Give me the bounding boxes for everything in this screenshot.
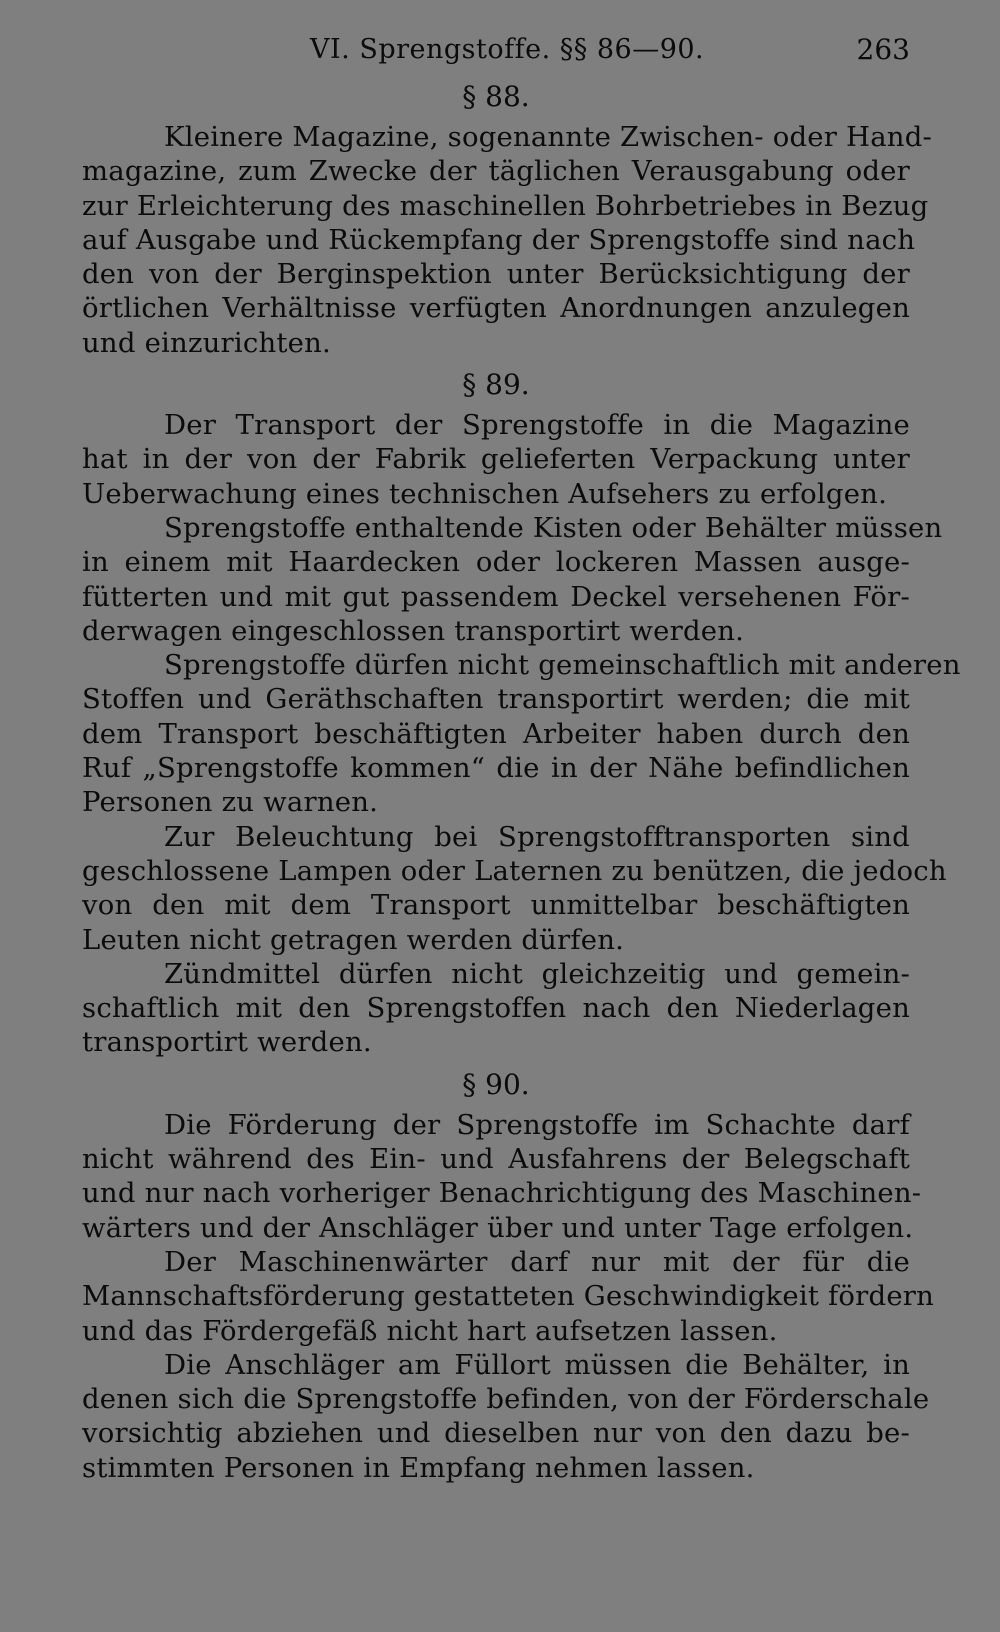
text-line: Ueberwachung eines technischen Aufsehers zu erfolgen. <box>82 477 888 510</box>
text-line: und einzurichten. <box>82 326 331 359</box>
text-line: wärters und der Anschläger über und unter Tage erfolgen. <box>82 1211 914 1244</box>
text-line: Leuten nicht getragen werden dürfen. <box>82 923 625 956</box>
paragraph <box>82 1245 935 1348</box>
text-line: Zur Beleuchtung bei Sprengstofftransporten sind <box>164 820 910 853</box>
paragraph <box>82 511 943 648</box>
section-heading: § 88. <box>462 80 530 113</box>
paragraph <box>82 1348 930 1485</box>
text-line: Die Anschläger am Füllort müssen die Behälter, in <box>164 1348 910 1381</box>
text-line: denen sich die Sprengstoffe befinden, von der Förderschale <box>82 1383 930 1416</box>
section-heading: § 90. <box>462 1067 530 1101</box>
paragraph <box>82 408 910 511</box>
text-line: Kleinere Magazine, sogenannte Zwischen- oder Hand- <box>164 121 932 153</box>
text-line: Sprengstoffe enthaltende Kisten oder Behälter müssen <box>164 511 943 544</box>
paragraph <box>82 1108 922 1245</box>
section-heading: § 89. <box>462 368 530 402</box>
text-line: örtlichen Verhältnisse verfügten Anordnungen anzulegen <box>82 292 910 325</box>
text-line: dem Transport beschäftigten Arbeiter haben durch den <box>82 717 910 750</box>
text-line: fütterten und mit gut passendem Deckel versehenen För- <box>82 580 910 613</box>
paragraph <box>82 120 932 360</box>
text-line: Stoffen und Geräthschaften transportirt werden; die mit <box>82 683 910 716</box>
text-line: stimmten Personen in Empfang nehmen lassen. <box>82 1451 755 1484</box>
text-line: Der Transport der Sprengstoffe in die Magazine <box>164 409 910 442</box>
text-line: vorsichtig abziehen und dieselben nur von den dazu be- <box>82 1417 910 1450</box>
page-body <box>82 80 961 1485</box>
text-line: und das Fördergefäß nicht hart aufsetzen lassen. <box>82 1314 778 1347</box>
text-line: Sprengstoffe dürfen nicht gemeinschaftlich mit anderen <box>164 649 961 682</box>
running-header <box>82 28 910 72</box>
page-number: 263 <box>856 33 910 66</box>
text-line: Personen zu warnen. <box>82 786 379 819</box>
text-line: Der Maschinenwärter darf nur mit der für die <box>164 1245 910 1278</box>
running-head-title: VI. Sprengstoffe. §§ 86—90. <box>310 34 705 65</box>
text-line: hat in der von der Fabrik gelieferten Verpackung unter <box>82 443 910 476</box>
text-line: zur Erleichterung des maschinellen Bohrbetriebes in Bezug <box>82 189 929 222</box>
text-line: Zündmittel dürfen nicht gleichzeitig und gemein- <box>164 957 910 990</box>
paragraph <box>82 957 910 1060</box>
text-line: derwagen eingeschlossen transportirt werden. <box>82 614 745 647</box>
paragraph <box>82 648 961 819</box>
text-line: schaftlich mit den Sprengstoffen nach den Niederlagen <box>82 992 910 1025</box>
text-line: magazine, zum Zwecke der täglichen Verausgabung oder <box>82 155 910 188</box>
text-line: Mannschaftsförderung gestatteten Geschwindigkeit fördern <box>82 1280 935 1313</box>
text-line: auf Ausgabe und Rückempfang der Sprengstoffe sind nach <box>82 223 916 256</box>
text-line: Ruf „Sprengstoffe kommen“ die in der Nähe befindlichen <box>82 752 910 785</box>
text-line: in einem mit Haardecken oder lockeren Massen ausge- <box>82 546 910 579</box>
paragraph <box>82 820 947 957</box>
text-line: nicht während des Ein- und Ausfahrens der Belegschaft <box>82 1143 910 1176</box>
text-line: von den mit dem Transport unmittelbar beschäftigten <box>82 889 910 922</box>
text-line: den von der Berginspektion unter Berücksichtigung der <box>82 258 910 291</box>
text-line: Die Förderung der Sprengstoffe im Schachte darf <box>164 1108 910 1141</box>
text-line: und nur nach vorheriger Benachrichtigung des Maschinen- <box>82 1177 922 1210</box>
text-line: transportirt werden. <box>82 1026 372 1059</box>
text-line: geschlossene Lampen oder Laternen zu benützen, die jedoch <box>82 854 947 887</box>
